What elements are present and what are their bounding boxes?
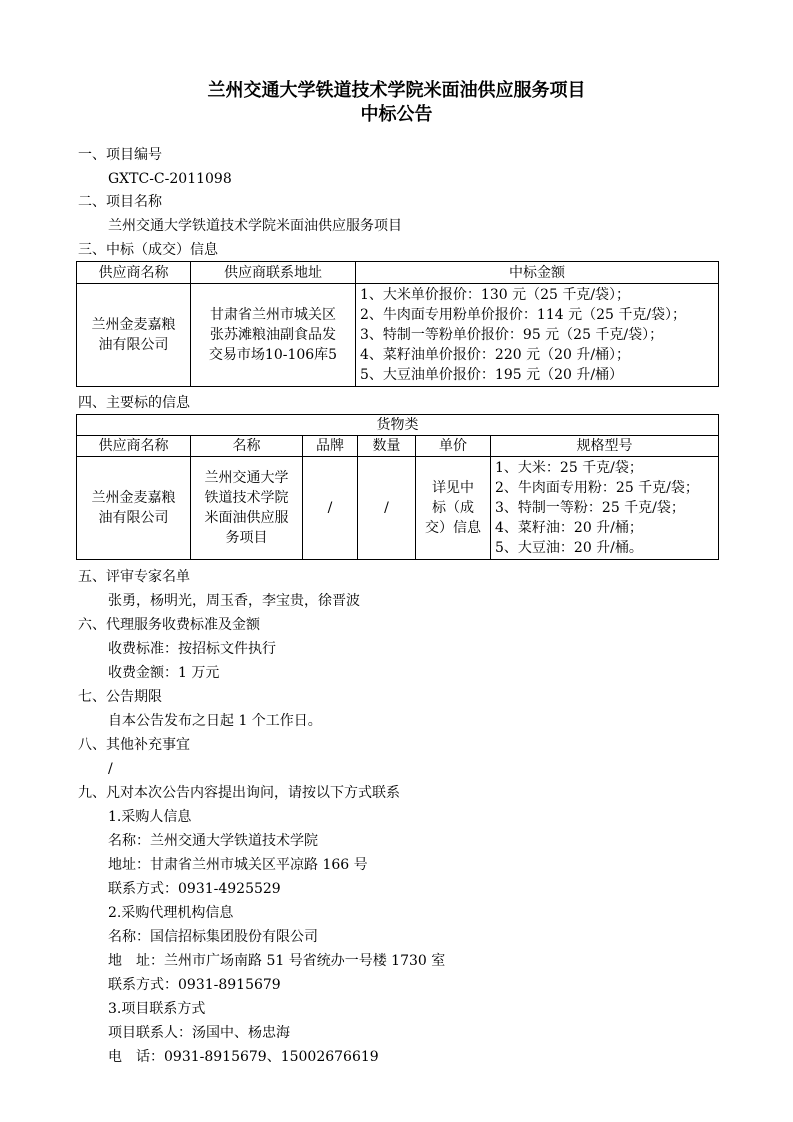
agency-contact: 联系方式：0931-8915679 — [108, 977, 281, 993]
project-number: GXTC-C-2011098 — [108, 171, 232, 187]
amount-line: 3、特制一等粉单价报价：95 元（25 千克/袋）； — [360, 327, 664, 343]
spec-line: 3、特制一等粉：25 千克/袋； — [495, 500, 685, 516]
subject-info-table — [76, 414, 719, 560]
section-1-heading: 一、项目编号 — [78, 147, 162, 163]
spec-line: 2、牛肉面专用粉：25 千克/袋； — [495, 480, 699, 496]
header-unit-price: 单价 — [416, 436, 491, 457]
amount-line: 1、大米单价报价：130 元（25 千克/袋）； — [360, 287, 631, 303]
address-line: 张苏滩粮油副食品发 — [210, 327, 336, 343]
agency-name: 名称：国信招标集团股份有限公司 — [108, 929, 318, 945]
buyer-info-title: 1.采购人信息 — [108, 809, 192, 825]
section-3-heading: 三、中标（成交）信息 — [78, 242, 218, 258]
award-table-row — [77, 284, 719, 387]
address-line: 交易市场10-106库5 — [208, 347, 338, 363]
supplier-line: 油有限公司 — [98, 337, 169, 353]
section-7-heading: 七、公告期限 — [78, 689, 162, 705]
award-supplier-name — [77, 284, 191, 387]
subject-quantity: / — [358, 457, 416, 560]
supplier-line: 兰州金麦嘉粮 — [91, 317, 176, 333]
buyer-contact: 联系方式：0931-4925529 — [108, 881, 281, 897]
fee-standard: 收费标准：按招标文件执行 — [108, 641, 276, 657]
project-contact-title: 3.项目联系方式 — [108, 1001, 206, 1017]
spec-line: 4、菜籽油：20 升/桶； — [495, 520, 643, 536]
subject-name — [191, 457, 303, 560]
name-line: 兰州交通大学 — [204, 470, 289, 486]
section-5-heading: 五、评审专家名单 — [78, 569, 190, 585]
header-quantity: 数量 — [358, 436, 416, 457]
header-supplier-name: 供应商名称 — [77, 436, 191, 457]
section-6-heading: 六、代理服务收费标准及金额 — [78, 617, 260, 633]
header-name: 名称 — [191, 436, 303, 457]
header-brand: 品牌 — [303, 436, 358, 457]
award-amount-list — [356, 284, 719, 387]
section-8-heading: 八、其他补充事宜 — [78, 737, 190, 753]
header-spec: 规格型号 — [491, 436, 719, 457]
price-line: 交）信息 — [425, 520, 481, 536]
subject-supplier-name — [77, 457, 191, 560]
amount-line: 4、菜籽油单价报价：220 元（20 升/桶）； — [360, 347, 631, 363]
project-contact-phone: 电 话：0931-8915679、15002676619 — [108, 1049, 379, 1065]
address-line: 甘肃省兰州市城关区 — [210, 307, 336, 323]
subject-table-header-row — [77, 436, 719, 457]
project-contact-person: 项目联系人：汤国中、杨忠海 — [108, 1025, 290, 1041]
header-supplier-name: 供应商名称 — [77, 262, 191, 284]
amount-line: 2、牛肉面专用粉单价报价：114 元（25 千克/袋）； — [360, 307, 687, 323]
supplier-line: 兰州金麦嘉粮 — [91, 490, 176, 506]
agency-address: 地 址：兰州市广场南路 51 号省统办一号楼 1730 室 — [108, 953, 446, 969]
name-line: 铁道技术学院 — [204, 490, 289, 506]
document-title: 兰州交通大学铁道技术学院米面油供应服务项目 — [207, 80, 586, 101]
subject-category-row — [77, 415, 719, 436]
buyer-name: 名称：兰州交通大学铁道技术学院 — [108, 833, 318, 849]
subject-spec-list — [491, 457, 719, 560]
name-line: 米面油供应服 — [204, 510, 289, 526]
name-line: 务项目 — [225, 530, 268, 546]
other-matters: / — [108, 761, 113, 777]
project-name: 兰州交通大学铁道技术学院米面油供应服务项目 — [108, 218, 402, 234]
subject-brand: / — [303, 457, 358, 560]
spec-line: 5、大豆油：20 升/桶。 — [495, 540, 643, 556]
header-award-amount: 中标金额 — [356, 262, 719, 284]
buyer-address: 地址：甘肃省兰州市城关区平凉路 166 号 — [108, 857, 368, 873]
goods-category: 货物类 — [77, 415, 719, 436]
subject-unit-price — [416, 457, 491, 560]
price-line: 详见中 — [432, 480, 474, 496]
award-supplier-address — [191, 284, 356, 387]
section-9-heading: 九、凡对本次公告内容提出询问，请按以下方式联系 — [78, 785, 400, 801]
section-4-heading: 四、主要标的信息 — [78, 395, 190, 411]
award-info-table — [76, 261, 719, 387]
agency-info-title: 2.采购代理机构信息 — [108, 905, 234, 921]
spec-line: 1、大米：25 千克/袋； — [495, 460, 643, 476]
fee-amount: 收费金额：1 万元 — [108, 665, 220, 681]
header-supplier-address: 供应商联系地址 — [191, 262, 356, 284]
amount-line: 5、大豆油单价报价：195 元（20 升/桶） — [360, 367, 624, 383]
document-subtitle: 中标公告 — [360, 104, 433, 125]
award-table-header-row — [77, 262, 719, 284]
subject-table-row — [77, 457, 719, 560]
announcement-period: 自本公告发布之日起 1 个工作日。 — [108, 713, 322, 729]
expert-list: 张勇，杨明光，周玉香，李宝贵，徐晋波 — [108, 593, 360, 609]
section-2-heading: 二、项目名称 — [78, 194, 162, 210]
price-line: 标（成 — [432, 500, 474, 516]
supplier-line: 油有限公司 — [98, 510, 169, 526]
